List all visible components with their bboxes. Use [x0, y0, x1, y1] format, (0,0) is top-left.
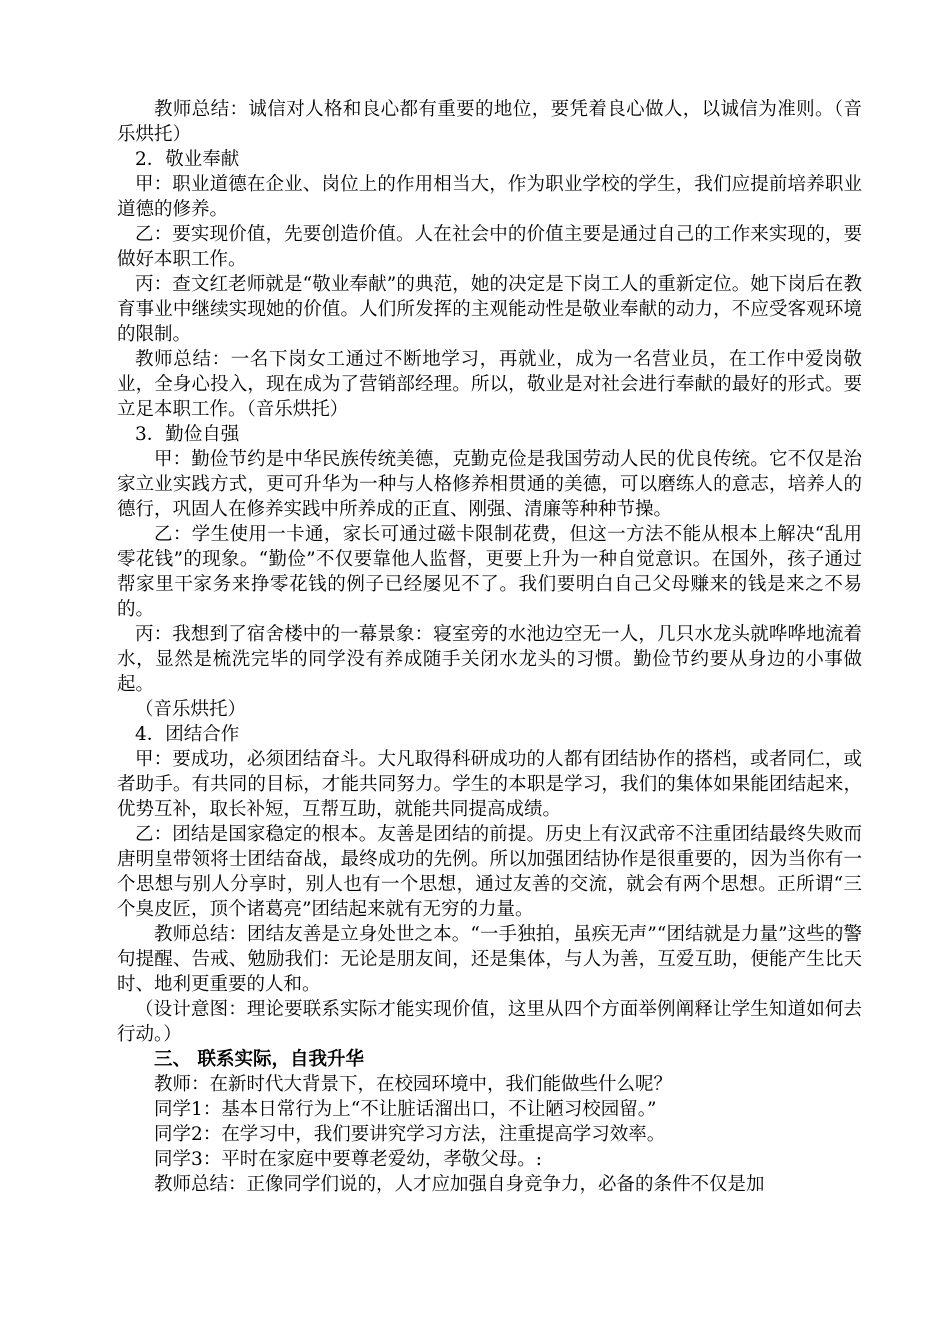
document-body	[117, 97, 862, 1197]
paragraph: 教师：在新时代大背景下，在校园环境中，我们能做些什么呢？	[154, 1074, 673, 1095]
paragraph: 教师总结：一名下岗女工通过不断地学习，再就业，成为一名营业员，在工作中爱岗敬业，全身心投入，现在成为了营销部经理。所以，敬业是对社会进行奉献的最好的形式。要立足本职工作。（音乐烘托）	[117, 349, 862, 420]
paragraph: 同学3：平时在家庭中要尊老爱幼，孝敬父母。:	[154, 1149, 543, 1170]
section-heading: 4．团结合作	[135, 724, 240, 745]
paragraph: 教师总结：正像同学们说的，人才应加强自身竞争力，必备的条件不仅是加	[154, 1174, 765, 1195]
paragraph: 甲：勤俭节约是中华民族传统美德，克勤克俭是我国劳动人民的优良传统。它不仅是治家立业实践方式，更可升华为一种与人格修养相贯通的美德，可以磨练人的意志，培养人的德行，巩固人在修养实践中所养成的正直、刚强、清廉等种种节操。	[117, 449, 862, 520]
paragraph: 甲：要成功，必须团结奋斗。大凡取得科研成功的人都有团结协作的搭档，或者同仁，或者助手。有共同的目标，才能共同努力。学生的本职是学习，我们的集体如果能团结起来，优势互补，取长补短，互帮互助，就能共同提高成绩。	[117, 749, 862, 820]
paragraph: 乙：团结是国家稳定的根本。友善是团结的前提。历史上有汉武帝不注重团结最终失败而唐明皇带领将士团结奋战，最终成功的先例。所以加强团结协作是很重要的，因为当你有一个思想与别人分享时，别人也有一个思想，通过友善的交流，就会有两个思想。正所谓“三个臭皮匠，顶个诸葛亮”团结起来就有无穷的力量。	[117, 824, 862, 920]
section-heading: 3．勤俭自强	[135, 424, 240, 445]
paragraph: 甲：职业道德在企业、岗位上的作用相当大，作为职业学校的学生，我们应提前培养职业道德的修养。	[117, 174, 862, 220]
paragraph: （设计意图：理论要联系实际才能实现价值，这里从四个方面举例阐释让学生知道如何去行动。）	[117, 999, 862, 1045]
paragraph: 丙：我想到了宿舍楼中的一幕景象：寝室旁的水池边空无一人，几只水龙头就哗哗地流着水，显然是梳洗完毕的同学没有养成随手关闭水龙头的习惯。勤俭节约要从身边的小事做起。	[117, 624, 862, 695]
paragraph: 同学1：基本日常行为上“不让脏话溜出口，不让陋习校园留。”	[154, 1099, 657, 1120]
paragraph: 教师总结：诚信对人格和良心都有重要的地位，要凭着良心做人，以诚信为准则。（音乐烘托）	[117, 99, 862, 145]
paragraph: 乙：要实现价值，先要创造价值。人在社会中的价值主要是通过自己的工作来实现的，要做好本职工作。	[117, 224, 862, 270]
paragraph: 教师总结：团结友善是立身处世之本。“一手独拍，虽疾无声”“团结就是力量”这些的警句提醒、告戒、勉励我们：无论是朋友间，还是集体，与人为善，互爱互助，便能产生比天时、地利更重要的人和。	[117, 924, 862, 995]
paragraph: 乙：学生使用一卡通，家长可通过磁卡限制花费，但这一方法不能从根本上解决“乱用零花钱”的现象。“勤俭”不仅要靠他人监督，更要上升为一种自觉意识。在国外，孩子通过帮家里干家务来挣零花钱的例子已经屡见不了。我们要明白自己父母赚来的钱是来之不易的。	[117, 524, 862, 620]
paragraph: （音乐烘托）	[135, 699, 247, 720]
section-heading: 三、 联系实际，自我升华	[154, 1049, 364, 1070]
paragraph: 同学2：在学习中，我们要讲究学习方法，注重提高学习效率。	[154, 1124, 666, 1145]
paragraph: 丙：查文红老师就是“敬业奉献”的典范，她的决定是下岗工人的重新定位。她下岗后在教育事业中继续实现她的价值。人们所发挥的主观能动性是敬业奉献的动力，不应受客观环境的限制。	[117, 274, 862, 345]
section-heading: 2．敬业奉献	[135, 149, 240, 170]
